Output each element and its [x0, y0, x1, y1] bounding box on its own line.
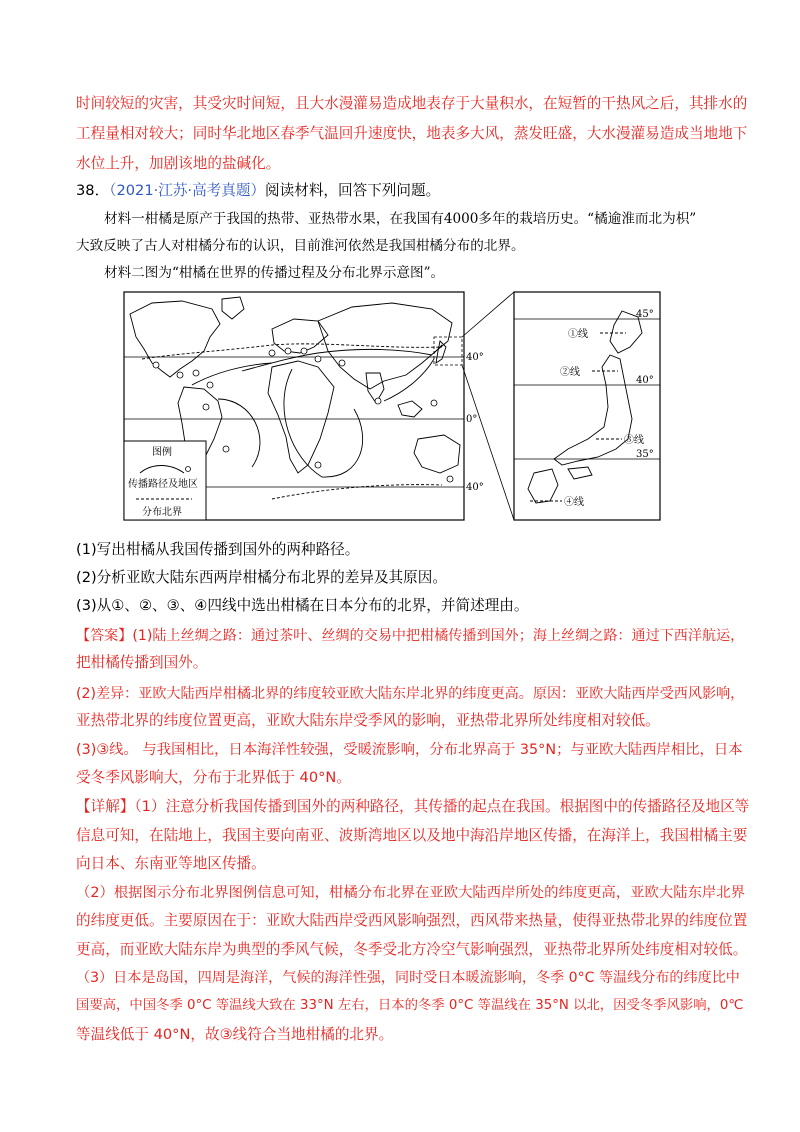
detail-line-7: （3）日本是岛国，四周是海洋，气候的海洋性强，同时受日本暖流影响，冬季 0°C 等温线分布的纬度比中 [76, 970, 740, 986]
citrus-marker [431, 400, 437, 406]
answer-line-2: 把柑橘传播到国外。 [76, 654, 208, 671]
legend-route-label: 传播路径及地区 [128, 479, 198, 490]
world-lat-label-40n: 40° [466, 352, 484, 363]
japan-line-label-1: ①线 [568, 329, 588, 340]
japan-line-label-2: ②线 [560, 367, 580, 378]
citrus-marker [207, 382, 213, 388]
detail-line-1: 【详解】（1）注意分析我国传播到国外的两种路径，其传播的起点在我国。根据图中的传播路径及地区等 [76, 798, 750, 815]
citrus-marker [285, 348, 291, 354]
citrus-marker [223, 446, 229, 452]
citrus-spread-map [122, 289, 664, 524]
answer-line-6: 受冬季风影响大，分布于北界低于 40°N。 [76, 769, 351, 786]
answer-line-1: 【答案】(1)陆上丝绸之路：通过茶叶、丝绸的交易中把柑橘传播到国外；海上丝绸之路：通过下西洋航运， [76, 628, 745, 644]
inset-connector-top [462, 292, 514, 337]
citrus-marker [269, 350, 275, 356]
citrus-marker [153, 362, 159, 368]
material1-line-2: 大致反映了古人对柑橘分布的认识，目前淮河依然是我国柑橘分布的北界。 [76, 238, 525, 254]
question-header [76, 181, 440, 201]
citrus-marker [339, 360, 345, 366]
legend-boundary-label: 分布北界 [142, 507, 182, 518]
japan-inset-frame [514, 292, 660, 520]
japan-line-label-3: ③线 [624, 435, 644, 446]
question-source: （2021·江苏·高考真题） [109, 182, 266, 199]
question-number: 38． [76, 182, 110, 199]
inset-connector-bottom [462, 365, 514, 520]
detail-line-5: 的纬度更低。主要原因在于：亚欧大陆西岸受西风影响强烈，西风带来热量，使得亚热带北界的纬度位置 [76, 912, 748, 929]
citrus-marker [375, 398, 381, 404]
detail-line-8: 国要高，中国冬季 0°C 等温线大致在 33°N 左右，日本的冬季 0°C 等温线在 35°N 以北，因受冬季风影响，0℃ [76, 998, 744, 1013]
citrus-marker [203, 404, 209, 410]
citrus-marker [315, 462, 321, 468]
citrus-marker [193, 370, 199, 376]
sub-question-1: (1)写出柑橘从我国传播到国外的两种路径。 [76, 541, 360, 558]
sub-question-3: (3)从①、②、③、④四线中选出柑橘在日本分布的北界，并简述理由。 [76, 597, 529, 614]
world-lat-label-40s: 40° [466, 482, 484, 493]
detail-line-3: 向日本、东南亚等地区传播。 [76, 855, 266, 872]
answer-line-3: (2)差异：亚欧大陆西岸柑橘北界的纬度较亚欧大陆东岸北界的纬度更高。原因：亚欧大陆西岸受西风影响， [76, 686, 745, 702]
japan-line-label-4: ④线 [564, 497, 584, 508]
answer-line-5: (3)③线。 与我国相比，日本海洋性较强，受暖流影响，分布北界高于 35°N；与亚欧大陆西岸相比，日本 [76, 742, 743, 758]
question-prompt: 阅读材料，回答下列问题。 [265, 182, 441, 199]
sub-question-2: (2)分析亚欧大陆东西两岸柑橘分布北界的差异及其原因。 [76, 569, 447, 586]
material1-line-1: 材料一柑橘是原产于我国的热带、亚热带水果，在我国有4000多年的栽培历史。“橘逾淮而北为枳” [104, 211, 697, 227]
detail-line-9: 等温线低于 40°N，故③线符合当地柑橘的北界。 [76, 1026, 394, 1043]
answer-line-4: 亚热带北界的纬度位置更高，亚欧大陆东岸受季风的影响，亚热带北界所处纬度相对较低。 [76, 712, 660, 729]
citrus-marker [301, 348, 307, 354]
japan-lat-label-40: 40° [636, 375, 654, 386]
world-lat-label-0: 0° [466, 414, 478, 425]
legend-title: 图例 [152, 447, 172, 458]
citrus-marker [447, 476, 453, 482]
detail-line-2: 信息可知，在陆地上，我国主要向南亚、波斯湾地区以及地中海沿岸地区传播，在海洋上，我国柑橘主要 [76, 827, 748, 844]
japan-lat-label-45: 45° [636, 309, 654, 320]
japan-lat-label-35: 35° [636, 449, 654, 460]
detail-tag: 【详解】 [76, 798, 135, 815]
material2-line: 材料二图为“柑橘在世界的传播过程及分布北界示意图”。 [104, 265, 445, 281]
intro-line-2: 工程量相对较大；同时华北地区春季气温回升速度快，地表多大风，蒸发旺盛，大水漫灌易造成当地地下 [76, 125, 748, 142]
citrus-marker [315, 356, 321, 362]
citrus-marker [177, 372, 183, 378]
intro-line-1: 时间较短的灾害，其受灾时间短，且大水漫灌易造成地表存于大量积水，在短暂的干热风之后，其排水的 [76, 95, 748, 112]
legend-citrus-symbol [186, 467, 191, 472]
answer-tag: 【答案】 [76, 628, 133, 644]
detail-line-4: （2）根据图示分布北界图例信息可知，柑橘分布北界在亚欧大陆西岸所处的纬度更高，亚欧大陆东岸北界 [76, 885, 745, 901]
detail-line-6: 更高，而亚欧大陆东岸为典型的季风气候，冬季受北方冷空气影响强烈，亚热带北界所处纬度相对较低。 [76, 941, 748, 958]
intro-line-3: 水位上升，加剧该地的盐碱化。 [76, 155, 281, 172]
